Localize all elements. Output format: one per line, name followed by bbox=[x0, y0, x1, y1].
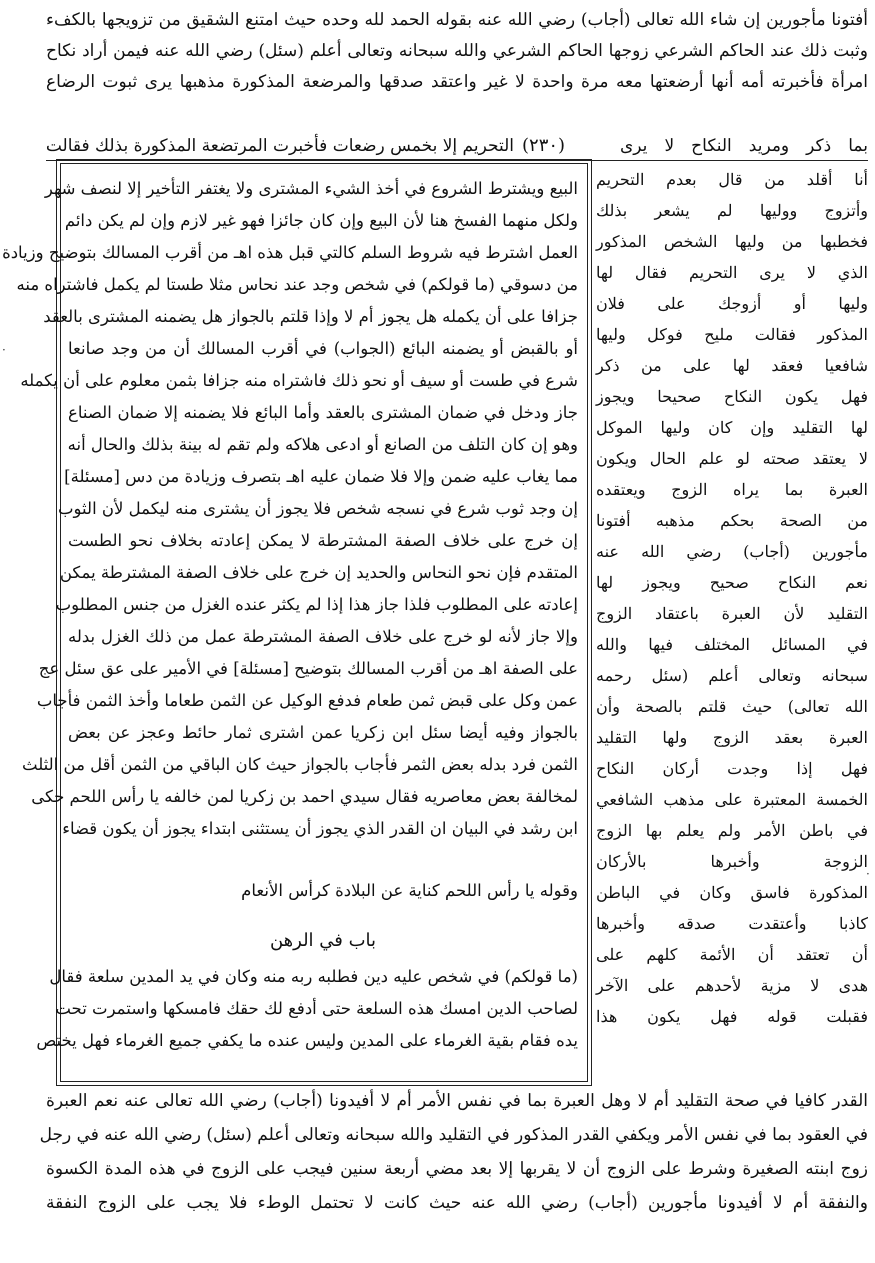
side-line: المذكور فقالت مليح فوكل وليها bbox=[596, 325, 868, 344]
side-line: العبرة بما يراه الزوج ويعتقده bbox=[596, 480, 868, 499]
side-line: كاذبا وأعتقدت صدقه وأخبرها bbox=[596, 914, 868, 933]
main-line: عمن وكل على قبض ثمن طعام فدفع الوكيل عن الثمن طعاما وأخذ الثمن فأجاب bbox=[36, 691, 578, 710]
main-line: الثمن فرد بدله بعض الثمر فأجاب بالجواز حيث كان الباقي من الثمن أقل من الثلث bbox=[22, 755, 578, 774]
side-line: الخمسة المعتبرة على مذهب الشافعي bbox=[596, 790, 868, 809]
main-line: جزافا على أن يكمله هل يجوز أم لا وإذا قلتم بالجواز هل يضمنه المشترى بالعقد bbox=[43, 307, 578, 326]
main-line: مما يغاب عليه ضمن وإلا فلا ضمان عليه اهـ بتصرف وزيادة من دس [مسئلة] bbox=[64, 467, 578, 486]
side-line: لها التقليد وإن كان وليها الموكل bbox=[596, 418, 868, 437]
top-line: وثبت ذلك عند الحاكم الشرعي زوجها الحاكم الشرعي والله سبحانه وتعالى أعلم (سئل) رضي الله عنه فيمن أراد نكاح bbox=[46, 41, 868, 61]
side-line: أنا أقلد من قال بعدم التحريم bbox=[596, 170, 868, 189]
side-line: أن تعتقد أن الأئمة كلهم على bbox=[596, 945, 868, 964]
main-line: إعادته على المطلوب فلذا جاز هذا إذا لم يكثر عنده الغزل من جنس المطلوب bbox=[55, 595, 578, 614]
side-line: وليها أو أزوجك على فلان bbox=[596, 294, 868, 313]
side-line: سبحانه وتعالى أعلم (سئل رحمه bbox=[596, 666, 868, 685]
main-line: وهو إن كان التلف من الصانع أو ادعى هلاكه ولم تقم له بينة بذلك والحال أنه bbox=[67, 435, 578, 454]
side-line: مأجورين (أجاب) رضي الله عنه bbox=[596, 542, 868, 561]
main-line: يده فقام بقية الغرماء على المدين وليس عنده ما يكفي جميع الغرماء فهل يختص bbox=[36, 1031, 578, 1050]
side-line: المذكورة فاسق وكان في الباطن bbox=[596, 883, 868, 902]
side-line: في باطن الأمر ولم يعلم بها الزوج bbox=[596, 821, 868, 840]
main-line: إن خرج على خلاف الصفة المشترطة لا يمكن إعادته بخلاف نحو الطست bbox=[68, 531, 578, 550]
page-number: (٢٣٠) bbox=[522, 135, 566, 156]
bottom-line: القدر كافيا في صحة التقليد أم لا وهل العبرة بما في نفس الأمر أم لا أفيدونا (أجاب) رضي الله تعالى عنه نعم العبرة bbox=[46, 1091, 868, 1111]
header-left-text: التحريم إلا بخمس رضعات فأخبرت المرتضعة المذكورة بذلك فقالت bbox=[45, 136, 514, 156]
main-line: وقوله يا رأس اللحم كناية عن البلادة كرأس الأنعام bbox=[241, 881, 578, 900]
side-line: فهل يكون النكاح صحيحا ويجوز bbox=[596, 387, 868, 406]
main-line: المتقدم فإن نحو النحاس والحديد إن خرج على خلاف الصفة المشترطة يمكن bbox=[59, 563, 578, 582]
main-line: ولكل منهما الفسخ هنا لأن البيع وإن كان جائزا فهو غير لازم وإن لم يكن دائم bbox=[64, 211, 578, 230]
top-line: أفتونا مأجورين إن شاء الله تعالى (أجاب) رضي الله عنه بقوله الحمد لله وحده حيث امتنع الشقيق من تزويجها بالكفء bbox=[46, 10, 868, 30]
side-line: نعم النكاح صحيح ويجوز لها bbox=[596, 573, 868, 592]
main-line: جاز ودخل في ضمان المشترى بالعقد وأما البائع فلا يضمنه إلا ضمان الصناع bbox=[68, 403, 578, 422]
main-line: بالجواز وفيه أيضا سئل ابن زكريا عمن اشترى ثمار حائط وعجز عن بعض bbox=[68, 723, 578, 742]
section-heading: باب في الرهن bbox=[269, 930, 377, 951]
main-line: العمل اشترط فيه شروط السلم كالتي قبل هذه اهـ من أقرب المسالك بتوضيح وزيادة bbox=[2, 243, 578, 262]
main-line: من دسوقي (ما قولكم) في شخص وجد عند نحاس مثلا طستا لم يكمل فاشتراه منه bbox=[16, 275, 578, 294]
bottom-line: والنفقة أم لا أفيدونا مأجورين (أجاب) رضي الله عنه حيث كانت لا تحتمل الوطء فلا يجب على الزوج النفقة bbox=[46, 1193, 868, 1213]
bottom-line: في العقود بما في نفس الأمر ويكفي القدر المذكور في التقليد والله سبحانه وتعالى أعلم (سئل) رضي الله عنه في رجل bbox=[39, 1125, 868, 1145]
side-line: العبرة بعقد الزوج ولها التقليد bbox=[596, 728, 868, 747]
main-line: إن وجد ثوب شرع في نسجه شخص فلا يجوز أن يشترى منه ليكمل لأن الثوب bbox=[58, 499, 578, 518]
side-line: فهل إذا وجدت أركان النكاح bbox=[596, 759, 868, 778]
side-line: شافعيا فعقد لها على من ذكر bbox=[596, 356, 868, 375]
side-line: فخطبها من وليها الشخص المذكور bbox=[596, 232, 868, 251]
main-line: لمخالفة بعض معاصريه فقال سيدي احمد بن زكريا لمن خالفه يا رأس اللحم حكى bbox=[31, 787, 578, 806]
side-line: في المسائل المختلف فيها والله bbox=[596, 635, 868, 654]
main-line: البيع ويشترط الشروع في أخذ الشيء المشترى ولا يغتفر التأخير إلا لنصف شهر bbox=[44, 179, 578, 198]
side-line: التقليد لأن العبرة باعتقاد الزوج bbox=[596, 604, 868, 623]
side-line: هدى لا مزية لأحدهم على الآخر bbox=[596, 976, 868, 995]
side-line: لا يعتقد صحته لو علم الحال ويكون bbox=[596, 449, 868, 468]
header-divider bbox=[46, 160, 868, 161]
main-line: ابن رشد في البيان ان القدر الذي يجوز أن يستثنى ابتداء يجوز أن يكون قضاء bbox=[62, 819, 578, 838]
side-line: الذي لا يرى التحريم فقال لها bbox=[596, 263, 868, 282]
header-right-text: بما ذكر ومريد النكاح لا يرى bbox=[620, 136, 868, 156]
side-line: الزوجة وأخبرها بالأركان bbox=[596, 852, 868, 871]
side-line: من الصحة بحكم مذهبه أفتونا bbox=[596, 511, 868, 530]
scan-mark: · bbox=[2, 343, 6, 357]
page-header bbox=[46, 131, 868, 161]
side-line: وأتزوج ووليها لم يشعر بذلك bbox=[596, 201, 868, 220]
side-line: فقبلت قوله فهل يكون هذا bbox=[596, 1007, 868, 1026]
main-line: لصاحب الدين امسك هذه السلعة حتى أدفع لك حقك فامسكها واستمرت تحت bbox=[55, 999, 578, 1018]
main-line: شرع في طست أو سيف أو نحو ذلك فاشتراه منه جزافا بثمن معلوم على أن يكمله bbox=[20, 371, 578, 390]
main-line: وإلا جاز لأنه لو خرج على خلاف الصفة المشترطة عمل من ذلك الغزل بدله bbox=[68, 627, 578, 646]
bottom-line: زوج ابنته الصغيرة وشرط على الزوج أن لا يقربها إلا بعد مضي أربعة سنين فيجب على الزوج في هذه المدة الكسوة bbox=[46, 1159, 868, 1179]
main-line: (ما قولكم) في شخص عليه دين فطلبه ربه منه وكان في يد المدين سلعة فقال bbox=[49, 967, 578, 986]
main-line: على الصفة اهـ من أقرب المسالك بتوضيح [مسئلة] في الأمير على عق سئل عج bbox=[38, 659, 578, 678]
top-line: امرأة فأخبرته أمه أنها أرضعتها معه مرة واحدة لا غير واعتقد صدقها والمرضعة المذكورة مذهبها يرى ثبوت الرضاع bbox=[46, 72, 868, 92]
side-line: الله تعالى) حيث قلتم بالصحة وأن bbox=[596, 697, 868, 716]
scan-mark: · bbox=[866, 867, 870, 881]
main-line: أو بالقبض أو يضمنه البائع (الجواب) في أقرب المسالك أن من وجد صانعا bbox=[68, 339, 578, 358]
